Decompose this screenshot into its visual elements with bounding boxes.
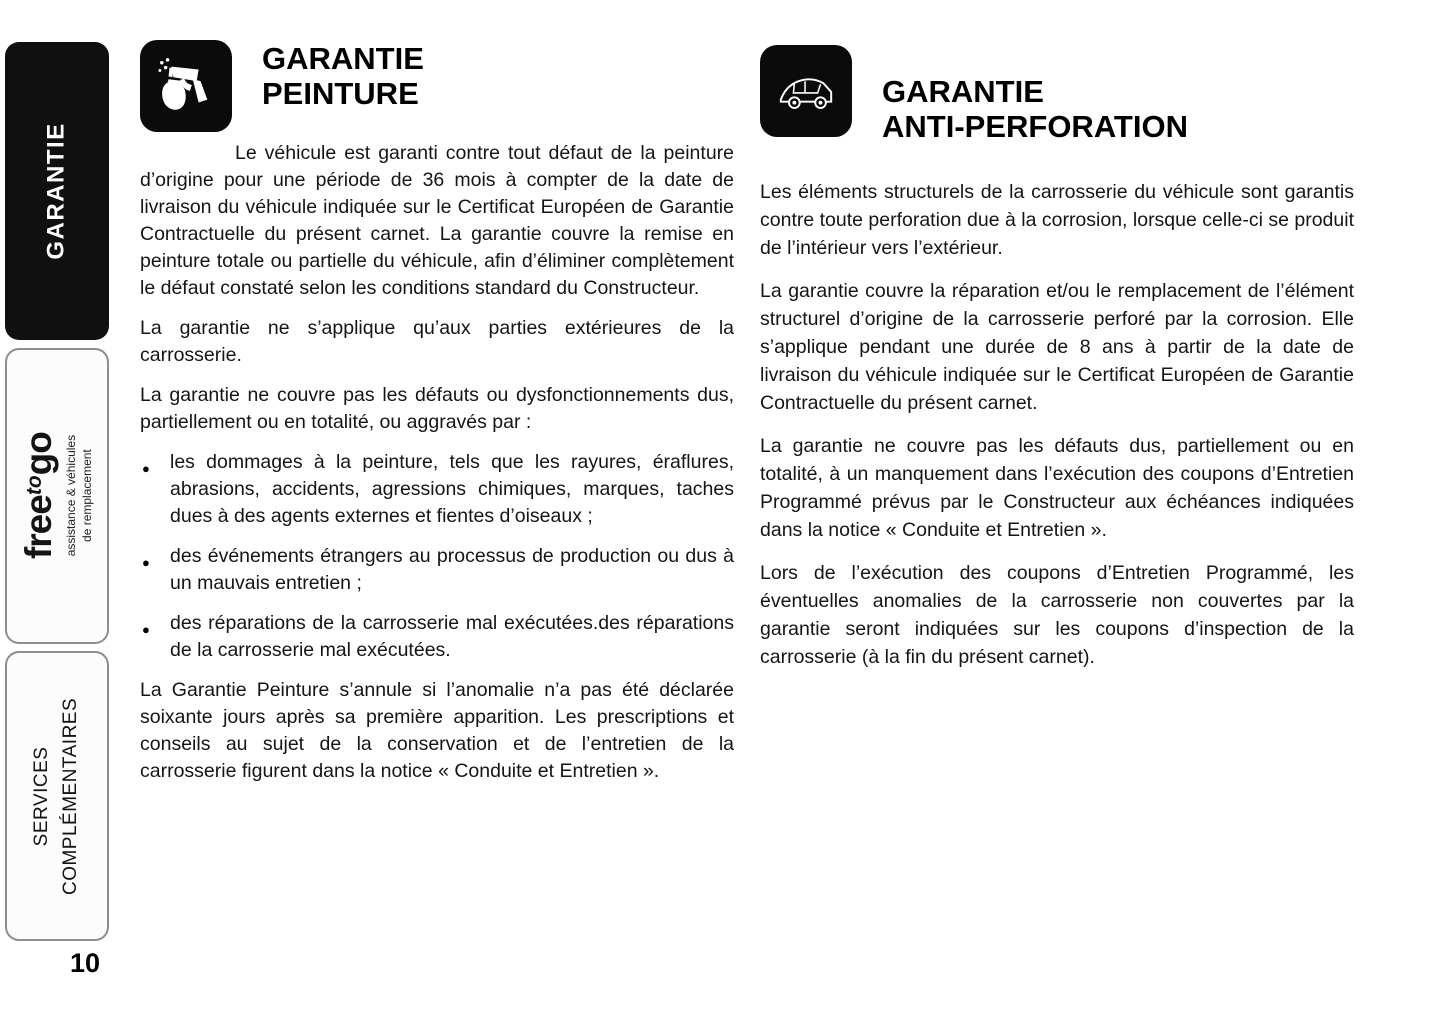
services-label-line1: SERVICES bbox=[31, 746, 53, 846]
paragraph: Lors de l’exécution des coupons d’Entretien Programmé, les éventuelles anomalies de la carrosserie non couvertes par la garantie seront indiquées sur les coupons d’inspection de la carrosserie (à la fin du présent carnet). bbox=[760, 562, 1354, 669]
freetogo-logo-block bbox=[19, 433, 94, 560]
sidebar-tab-services-label bbox=[28, 697, 87, 894]
freetogo-logo-go: go bbox=[17, 432, 59, 476]
paragraph: Les éléments structurels de la carrosserie du véhicule sont garantis contre toute perforation due à la corrosion, lorsque celle-ci se produit de l’intérieur vers l’extérieur. bbox=[760, 181, 1354, 260]
section-garantie-peinture bbox=[140, 40, 734, 798]
paragraph: La Garantie Peinture s’annule si l’anomalie n’a pas été déclarée soixante jours après sa première apparition. Les prescriptions et conseils au sujet de la conservation et de l’entretien de la carrosserie figurent dans la notice « Conduite et Entretien ». bbox=[140, 679, 734, 782]
bullet-list bbox=[140, 449, 734, 664]
paragraph: La garantie ne couvre pas les défauts ou dysfonctionnements dus, partiellement ou en totalité, ou aggravés par : bbox=[140, 384, 734, 433]
freetogo-subtitle-line1: assistance & véhicules bbox=[63, 435, 78, 557]
freetogo-subtitle bbox=[63, 433, 94, 560]
freetogo-logo bbox=[17, 432, 59, 560]
services-label-line2: COMPLÉMENTAIRES bbox=[61, 697, 82, 895]
section-header bbox=[140, 40, 734, 132]
freetogo-logo-free: free bbox=[17, 495, 59, 560]
freetogo-subtitle-line2: de remplacement bbox=[79, 449, 94, 543]
section-garantie-anti-perforation bbox=[760, 45, 1354, 686]
sidebar-tab-freetogo bbox=[5, 348, 109, 644]
bullet-item: ● des réparations de la carrosserie mal exécutées.des réparations de la carrosserie mal exécutées. bbox=[140, 610, 734, 664]
section-header bbox=[760, 45, 1354, 144]
spray-gun-icon bbox=[140, 40, 232, 132]
sidebar-tab-garantie bbox=[5, 42, 109, 340]
section-body bbox=[760, 178, 1354, 671]
section-title-peinture bbox=[262, 40, 424, 132]
paragraph: La garantie ne couvre pas les défauts dus, partiellement ou en totalité, à un manquement dans l’exécution des coupons d’Entretien Programmé prévus par le Constructeur aux échéances indiquées dans la notice « Conduite et Entretien ». bbox=[760, 435, 1354, 542]
paragraph: La garantie couvre la réparation et/ou le remplacement de l’élément structurel d’origine de la carrosserie perforé par la corrosion. Elle s’applique pendant une durée de 8 ans à partir de la date de livraison du véhicule indiquée sur le Certificat Européen de Garantie Contractuelle du présent carnet. bbox=[760, 280, 1354, 415]
page-number: 10 bbox=[70, 948, 101, 978]
sidebar-tab-garantie-label: GARANTIE bbox=[43, 122, 70, 260]
freetogo-logo-to: to bbox=[22, 475, 46, 496]
title-line1: GARANTIE bbox=[882, 74, 1044, 109]
paragraph: Le véhicule est garanti contre tout défaut de la peinture d’origine pour une période de 36 mois à compter de la date de livraison du véhicule indiquée sur le Certificat Européen de Garantie Contractuelle du présent carnet. La garantie couvre la remise en peinture totale ou partielle du véhicule, afin d’éliminer complètement le défaut constaté selon les conditions standard du Constructeur. bbox=[140, 142, 734, 299]
title-line2: ANTI-PERFORATION bbox=[882, 108, 1188, 144]
section-title-anti-perforation bbox=[882, 45, 1188, 144]
bullet-item: ● des événements étrangers au processus de production ou dus à un mauvais entretien ; bbox=[140, 543, 734, 597]
title-line2: PEINTURE bbox=[262, 75, 419, 111]
title-line1: GARANTIE bbox=[262, 41, 424, 76]
bullet-item: ● les dommages à la peinture, tels que les rayures, éraflures, abrasions, accidents, agressions chimiques, marques, taches dues à des agents externes et fientes d’oiseaux ; bbox=[140, 449, 734, 530]
sidebar-tab-services bbox=[5, 651, 109, 941]
paragraph: La garantie ne s’applique qu’aux parties extérieures de la carrosserie. bbox=[140, 317, 734, 366]
section-body bbox=[140, 140, 734, 785]
car-body-icon bbox=[760, 45, 852, 137]
